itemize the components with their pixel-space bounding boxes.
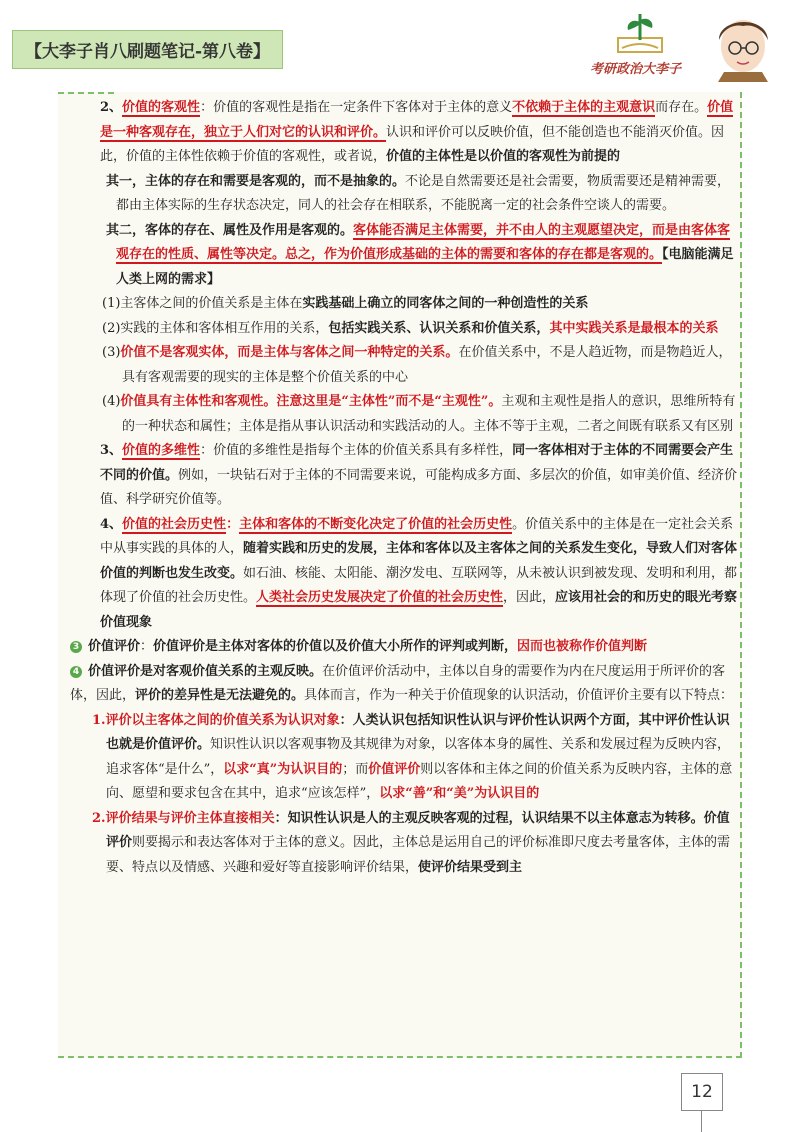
paragraph xyxy=(70,513,738,636)
text-run: 知识性认识以客观事物及其规律为对象，以客体本身的属性、关系和发展过程为反映内容，追求客体“是什么”， xyxy=(106,737,731,777)
text-run: (2)实践的主体和客体相互作用的关系， xyxy=(102,320,329,336)
text-run: 价值评价是对客观价值关系的主观反映。 xyxy=(88,663,323,679)
text-run: 。价值关系中的主体是在一定社会关系中从事实践的具体的人， xyxy=(100,516,734,556)
text-run: 价值评价 xyxy=(368,761,421,777)
text-run: 价值具有主体性和客观性。注意这里是“主体性”而不是“主观性”。 xyxy=(120,394,502,409)
paragraph xyxy=(70,635,738,660)
text-run: 应该用社会的和历史的眼光考察价值现象 xyxy=(100,590,738,630)
text-run: 因而也被称作价值判断 xyxy=(517,639,648,654)
text-run: 而存在。 xyxy=(655,100,708,115)
text-run: ： xyxy=(226,516,240,532)
paragraph xyxy=(70,660,738,709)
text-run: 价值的主体性是以价值的客观性为前提的 xyxy=(386,149,621,164)
text-run: 价值的多维性 xyxy=(122,443,201,458)
text-run: ：价值的客观性是指在一定条件下客体对于主体的意义 xyxy=(200,100,513,115)
text-run: 不依赖于主体的主观意识 xyxy=(512,100,656,115)
text-run: 其一，主体的存在和需要是客观的，而不是抽象的。 xyxy=(106,173,406,189)
text-run: 具体而言，作为一种关于价值现象的认识活动，价值评价主要有以下特点： xyxy=(304,688,734,703)
text-run: 4、 xyxy=(100,516,123,532)
text-run: 其中实践关系是最根本的关系 xyxy=(549,320,719,336)
text-run: 以求“善”和“美”为认识目的 xyxy=(379,786,540,801)
text-run: 使评价结果受到主 xyxy=(418,859,523,875)
text-run: 【电脑能满足人类上网的需求】 xyxy=(116,247,734,287)
text-run: 不论是自然需要还是社会需要，物质需要还是精神需要，都由主体实际的生存状态决定，同人的社会存在相联系，不能脱离一定的社会条件空谈人的需要。 xyxy=(116,173,731,213)
paragraph xyxy=(70,219,738,293)
text-run: 人类认识包括知识性认识与评价性认识两个方面，其中评价性认识也就是价值评价。 xyxy=(106,712,730,752)
text-run: ： xyxy=(339,712,353,728)
paragraph xyxy=(70,317,738,342)
text-run: 知识性认识是人的主观反映客观的过程， xyxy=(287,810,522,826)
text-run: (1)主客体之间的价值关系是主体在 xyxy=(102,296,303,311)
avatar xyxy=(706,10,780,82)
text-run: 认识和评价可以反映价值，但不能创造也不能消灭价值。因此，价值的主体性依赖于价值的客观性，或者说， xyxy=(100,124,725,164)
text-run: (4) xyxy=(102,394,121,409)
text-run: (3) xyxy=(102,345,121,360)
text-run: 2、 xyxy=(100,100,123,115)
text-run: 认识结果不以主体意志为转移。价值评价 xyxy=(106,810,730,850)
text-run: 客体能否满足主体需要，并不由人的主观愿望决定，而是由客体客观存在的性质、属性等决定。 xyxy=(116,222,731,262)
text-run: 则要揭示和表达客体对于主体的意义。因此，主体总是运用自己的评价标准即尺度去考量客体，主体的需要、特点以及情感、兴趣和爱好等直接影响评价结果， xyxy=(106,835,731,875)
page-number: 12 xyxy=(681,1073,723,1111)
paragraph xyxy=(70,292,738,317)
paragraph xyxy=(70,341,738,390)
text-run: 主体和客体的不断变化决定了价值的社会历史性 xyxy=(239,516,513,532)
text-run: 以求“真”为认识目的 xyxy=(223,761,343,777)
paragraph xyxy=(70,96,738,170)
paragraph xyxy=(70,170,738,219)
text-run: 价值是一种客观存在，独立于人们对它的认识和评价。 xyxy=(100,100,734,140)
text-run: ，因此， xyxy=(503,590,556,605)
text-run: ： xyxy=(140,639,154,654)
text-run: 如石油、核能、太阳能、潮汐发电、互联网等，从未被认识到被发现、发明和利用，都体现了价值的社会历史性。 xyxy=(100,565,738,605)
text-run: 在价值关系中，不是人趋近物，而是物趋近人，具有客观需要的现实的主体是整个价值关系的中心 xyxy=(122,345,732,385)
number-badge: 4 xyxy=(70,666,82,678)
text-run: 主观和主观性是指人的意识，思维所特有的一种状态和属性；主体是指从事认识活动和实践活动的人。主体不等于主观，二者之间既有联系又有区别 xyxy=(122,394,736,434)
paragraph xyxy=(70,807,738,881)
paragraph xyxy=(70,709,738,807)
document-body xyxy=(70,96,738,880)
text-run: 例如，一块钻石对于主体的不同需要来说，可能构成多方面、多层次的价值，如审美价值、经济价值、科学研究价值等。 xyxy=(100,467,738,507)
text-run: 人类社会历史发展决定了价值的社会历史性 xyxy=(256,590,504,605)
text-run: 评价的差异性是无法避免的。 xyxy=(135,688,305,703)
text-run: 其二，客体的存在、属性及作用是客观的。 xyxy=(106,222,354,238)
text-run: 价值评价 xyxy=(88,639,141,654)
paragraph xyxy=(70,439,738,513)
text-run: 3、 xyxy=(100,443,123,458)
paragraph xyxy=(70,390,738,439)
page-number-line xyxy=(701,1110,702,1132)
text-run: 1.评价以主客体之间的价值关系为认识对象 xyxy=(92,712,340,728)
text-run: 价值的客观性 xyxy=(122,100,201,115)
text-run: 价值不是客观实体，而是主体与客体之间一种特定的关系。 xyxy=(120,345,459,360)
header-tag: 【大李子肖八刷题笔记-第八卷】 xyxy=(12,30,283,69)
text-run: 在价值评价活动中，主体以自身的需要作为内在尺度运用于所评价的客体，因此， xyxy=(70,663,726,703)
text-run: 总之，作为价值形成基础的主体的需要和客体的存在都是客观的。 xyxy=(285,247,663,262)
text-run: ：价值的多维性是指每个主体的价值关系具有多样性， xyxy=(200,443,513,458)
text-run: 同一客体相对于主体的不同需要会产生不同的价值。 xyxy=(100,443,734,483)
text-run: 2.评价结果与评价主体直接相关 xyxy=(92,810,275,826)
text-run: ： xyxy=(274,810,288,826)
text-run: 价值的社会历史性 xyxy=(122,516,227,532)
logo-text: 考研政治大李子 xyxy=(590,62,682,77)
text-run: 包括实践关系、认识关系和价值关系， xyxy=(328,320,550,336)
text-run: 随着实践和历史的发展，主体和客体以及主客体之间的关系发生变化，导致人们对客体价值的判断也发生改变。 xyxy=(100,541,738,581)
text-run: 则以客体和主体之间的价值关系为反映内容，主体的意向、愿望和要求包含在其中，追求“应该怎样”， xyxy=(106,761,733,801)
number-badge: 3 xyxy=(70,641,82,653)
text-run: ；而 xyxy=(342,761,369,777)
text-run: 价值评价是主体对客体的价值以及价值大小所作的评判或判断， xyxy=(153,639,518,654)
book-tree-icon xyxy=(610,10,670,56)
logo xyxy=(590,10,780,80)
text-run: 实践基础上确立的同客体之间的一种创造性的关系 xyxy=(302,296,589,311)
